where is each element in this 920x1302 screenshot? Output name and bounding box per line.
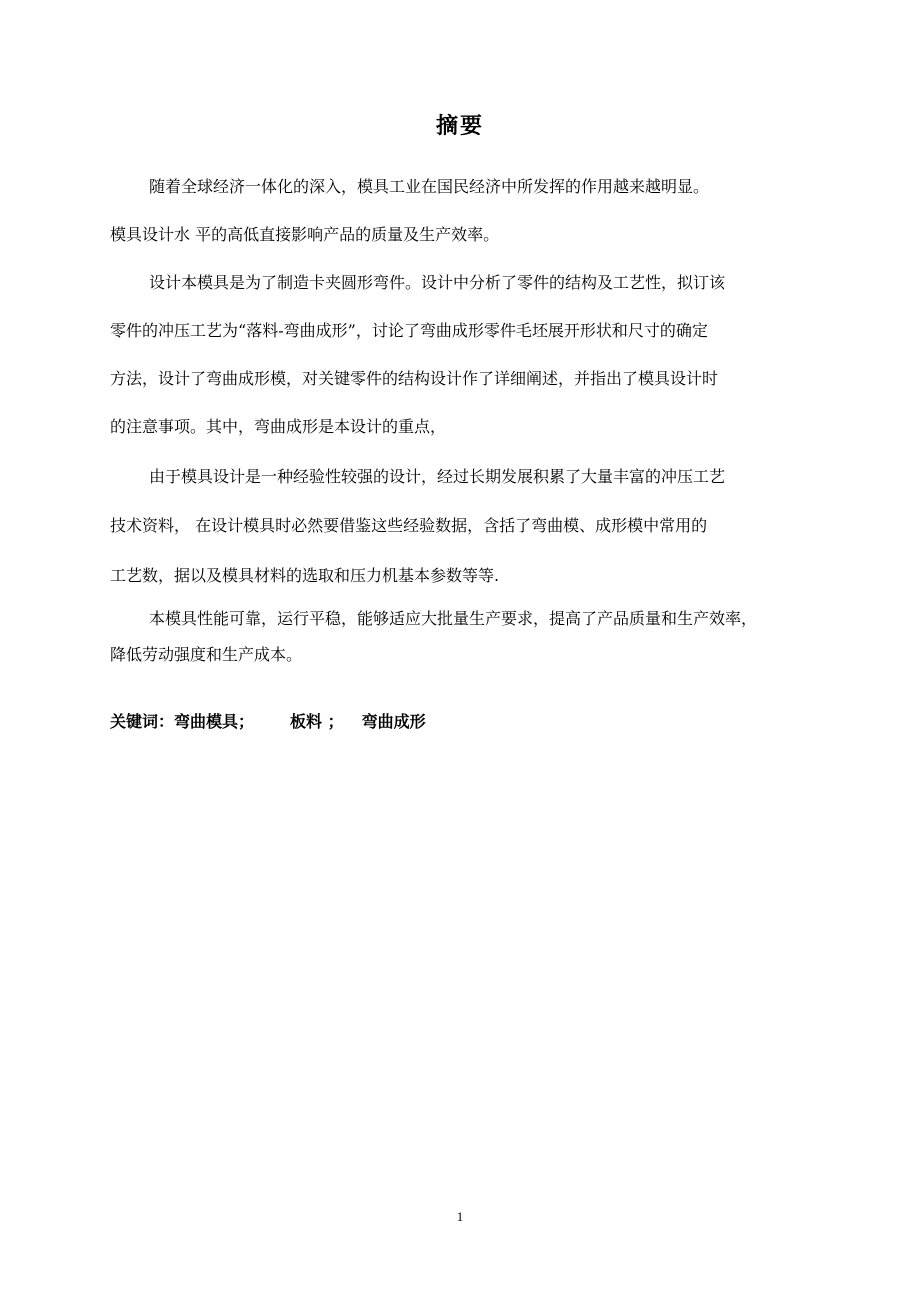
paragraph-2-line-4: 的注意事项。其中，弯曲成形是本设计的重点，	[110, 417, 447, 436]
text-segment-serif: 成形	[238, 369, 271, 388]
keywords-row	[110, 711, 426, 733]
text-segment-serif: “落料-	[238, 321, 284, 340]
paragraph-4-line-1: 本模具性能可靠，运行平稳，能够适应大批量生产要求，提高了产品质量和生产效率，	[149, 609, 758, 628]
text-segment: ，讨论了弯曲	[355, 321, 452, 340]
text-segment: 设计本模具是为了制造	[149, 273, 310, 292]
text-segment: 模，对关键零件的结构设计作了详细阐述，并指出了模具设计时	[270, 369, 719, 388]
keyword-item: 弯曲模具；	[174, 712, 255, 731]
paragraph-2-line-3	[110, 368, 718, 390]
abstract-title: 摘要	[435, 114, 484, 139]
paragraph-3-line-2	[110, 515, 707, 537]
paragraph-2-line-1	[149, 272, 725, 294]
text-segment: 方法，设计了弯曲	[110, 369, 239, 388]
paragraph-2-line-2	[110, 320, 708, 342]
text-segment-serif: 成形	[451, 321, 484, 340]
keyword-item: 板料 ；	[290, 712, 344, 731]
text-segment: 零件毛坯展开形状和尺寸的确定	[483, 321, 708, 340]
text-segment: 技术资料， 在设计模具时必然要借鉴这些经验数据，含括了弯曲模、	[110, 516, 596, 535]
paragraph-3-line-1: 由于模具设计是一种经验性较强的设计，经过长期发展积累了大量丰富的冲压工艺	[149, 467, 726, 486]
keyword-item: 弯曲成形	[361, 712, 426, 731]
text-segment: 弯件。设计中分析了零件的结构及工艺性，拟订该	[373, 273, 726, 292]
text-segment-serif: 卡夹圆形	[309, 273, 374, 292]
text-segment: 弯曲	[283, 321, 316, 340]
text-segment: 模中常用的	[627, 516, 708, 535]
paragraph-1-line-1: 随着全球经济一体化的深入，模具工业在国民经济中所发挥的作用越来越明显。	[149, 177, 710, 196]
page-number: 1	[456, 1209, 464, 1224]
text-segment-serif: 成形”	[315, 321, 356, 340]
keywords-label: 关键词：	[110, 712, 175, 731]
text-segment: 零件的冲压工艺为	[110, 321, 239, 340]
text-segment-serif: 成形	[595, 516, 628, 535]
paragraph-4-line-2: 降低劳动强度和生产成本。	[110, 645, 303, 664]
paragraph-3-line-3: 工艺数，据以及模具材料的选取和压力机基本参数等等.	[110, 566, 500, 585]
paragraph-1-line-2: 模具设计水 平的高低直接影响产品的质量及生产效率。	[110, 225, 500, 244]
